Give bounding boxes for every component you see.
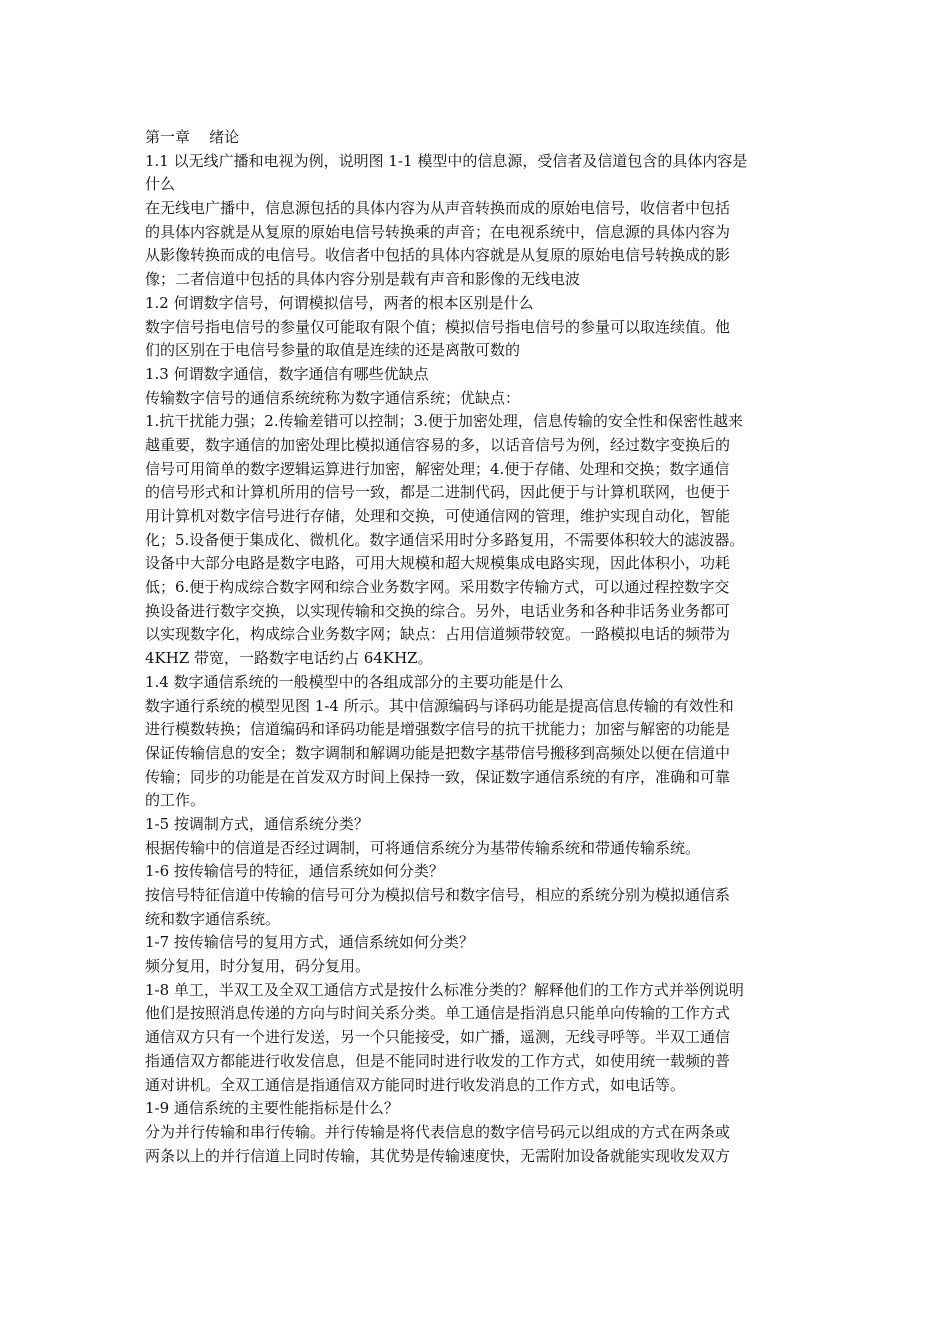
answer-line: 统和数字通信系统。	[145, 909, 281, 928]
answer-line: 换设备进行数字交换，以实现传输和交换的综合。另外，电话业务和各种非话务业务都可	[145, 601, 731, 620]
answer-line: 按信号特征信道中传输的信号可分为模拟信号和数字信号，相应的系统分别为模拟通信系	[145, 886, 731, 904]
answer-line: 设备中大部分电路是数字电路，可用大规模和超大规模集成电路实现，因此体积小，功耗	[145, 554, 731, 573]
question-heading: 1-8 单工，半双工及全双工通信方式是按什么标准分类的？解释他们的工作方式并举例说明	[145, 980, 744, 999]
answer-line: 通信双方只有一个进行发送，另一个只能接受，如广播，遥测，无线寻呼等。半双工通信	[145, 1028, 731, 1047]
answer-line: 数字信号指电信号的参量仅可能取有限个值；模拟信号指电信号的参量可以取连续值。他	[145, 317, 731, 336]
question-heading: 1.3 何谓数字通信，数字通信有哪些优缺点	[145, 364, 429, 383]
answer-line: 分为并行传输和串行传输。并行传输是将代表信息的数字信号码元以组成的方式在两条或	[145, 1122, 731, 1141]
answer-line: 1.抗干扰能力强；2.传输差错可以控制；3.便于加密处理，信息传输的安全性和保密性越来	[145, 412, 743, 431]
question-heading: 1-9 通信系统的主要性能指标是什么？	[145, 1099, 399, 1118]
answer-line: 他们是按照消息传递的方向与时间关系分类。单工通信是指消息只能单向传输的工作方式	[145, 1004, 731, 1023]
question-heading: 1.2 何谓数字信号，何谓模拟信号，两者的根本区别是什么	[145, 293, 534, 312]
chapter-title: 第一章 绪论	[145, 128, 240, 146]
answer-line: 4KHZ 带宽，一路数字电话约占 64KHZ。	[145, 649, 433, 668]
question-heading: 1-5 按调制方式，通信系统分类？	[145, 814, 369, 833]
answer-line: 的信号形式和计算机所用的信号一致，都是二进制代码，因此便于与计算机联网，也便于	[145, 483, 731, 502]
answer-line: 进行模数转换；信道编码和译码功能是增强数字信号的抗干扰能力；加密与解密的功能是	[145, 720, 731, 739]
answer-line: 通对讲机。全双工通信是指通信双方能同时进行收发消息的工作方式，如电话等。	[145, 1075, 686, 1094]
answer-line: 们的区别在于电信号参量的取值是连续的还是离散可数的	[145, 341, 521, 360]
answer-line: 用计算机对数字信号进行存储，处理和交换，可使通信网的管理，维护实现自动化，智能	[145, 507, 731, 525]
answer-line: 传输；同步的功能是在首发双方时间上保持一致，保证数字通信系统的有序，准确和可靠	[145, 767, 731, 786]
document-page	[145, 126, 807, 1168]
answer-line: 指通信双方都能进行收发信息，但是不能同时进行收发的工作方式，如使用统一载频的普	[145, 1051, 731, 1070]
answer-line: 数字通行系统的模型见图 1-4 所示。其中信源编码与译码功能是提高信息传输的有效性和	[145, 696, 734, 715]
question-heading: 1-6 按传输信号的特征，通信系统如何分类？	[145, 862, 444, 881]
answer-line: 越重要，数字通信的加密处理比模拟通信容易的多，以话音信号为例，经过数字变换后的	[145, 435, 731, 454]
answer-line: 的具体内容就是从复原的原始电信号转换乘的声音；在电视系统中，信息源的具体内容为	[145, 222, 731, 241]
question-heading-continued: 什么	[145, 175, 176, 194]
answer-line: 以实现数字化，构成综合业务数字网；缺点：占用信道频带较宽。一路模拟电话的频带为	[145, 625, 731, 644]
answer-line: 两条以上的并行信道上同时传输，其优势是传输速度快，无需附加设备就能实现收发双方	[145, 1146, 731, 1165]
answer-line: 信号可用简单的数字逻辑运算进行加密，解密处理；4.便于存储、处理和交换；数字通信	[145, 459, 730, 478]
answer-line: 频分复用，时分复用，码分复用。	[145, 957, 371, 976]
answer-line: 低；6.便于构成综合数字网和综合业务数字网。采用数字传输方式，可以通过程控数字交	[145, 578, 730, 597]
answer-line: 从影像转换而成的电信号。收信者中包括的具体内容就是从复原的原始电信号转换成的影	[145, 246, 731, 265]
question-heading: 1-7 按传输信号的复用方式，通信系统如何分类？	[145, 933, 474, 952]
answer-line: 化；5.设备便于集成化、微机化。数字通信采用时分多路复用，不需要体积较大的滤波器。	[145, 530, 745, 549]
answer-line: 传输数字信号的通信系统统称为数字通信系统；优缺点：	[145, 388, 521, 407]
question-heading: 1.1 以无线广播和电视为例，说明图 1-1 模型中的信息源，受信者及信道包含的具体内容是	[145, 151, 748, 170]
answer-line: 保证传输信息的安全；数字调制和解调功能是把数字基带信号搬移到高频处以便在信道中	[145, 743, 731, 762]
answer-line: 根据传输中的信道是否经过调制，可将通信系统分为基带传输系统和带通传输系统。	[145, 838, 701, 857]
question-heading: 1.4 数字通信系统的一般模型中的各组成部分的主要功能是什么	[145, 672, 564, 691]
answer-line: 的工作。	[145, 791, 206, 810]
answer-line: 像；二者信道中包括的具体内容分别是载有声音和影像的无线电波	[145, 270, 581, 289]
answer-line: 在无线电广播中，信息源包括的具体内容为从声音转换而成的原始电信号，收信者中包括	[145, 199, 731, 218]
